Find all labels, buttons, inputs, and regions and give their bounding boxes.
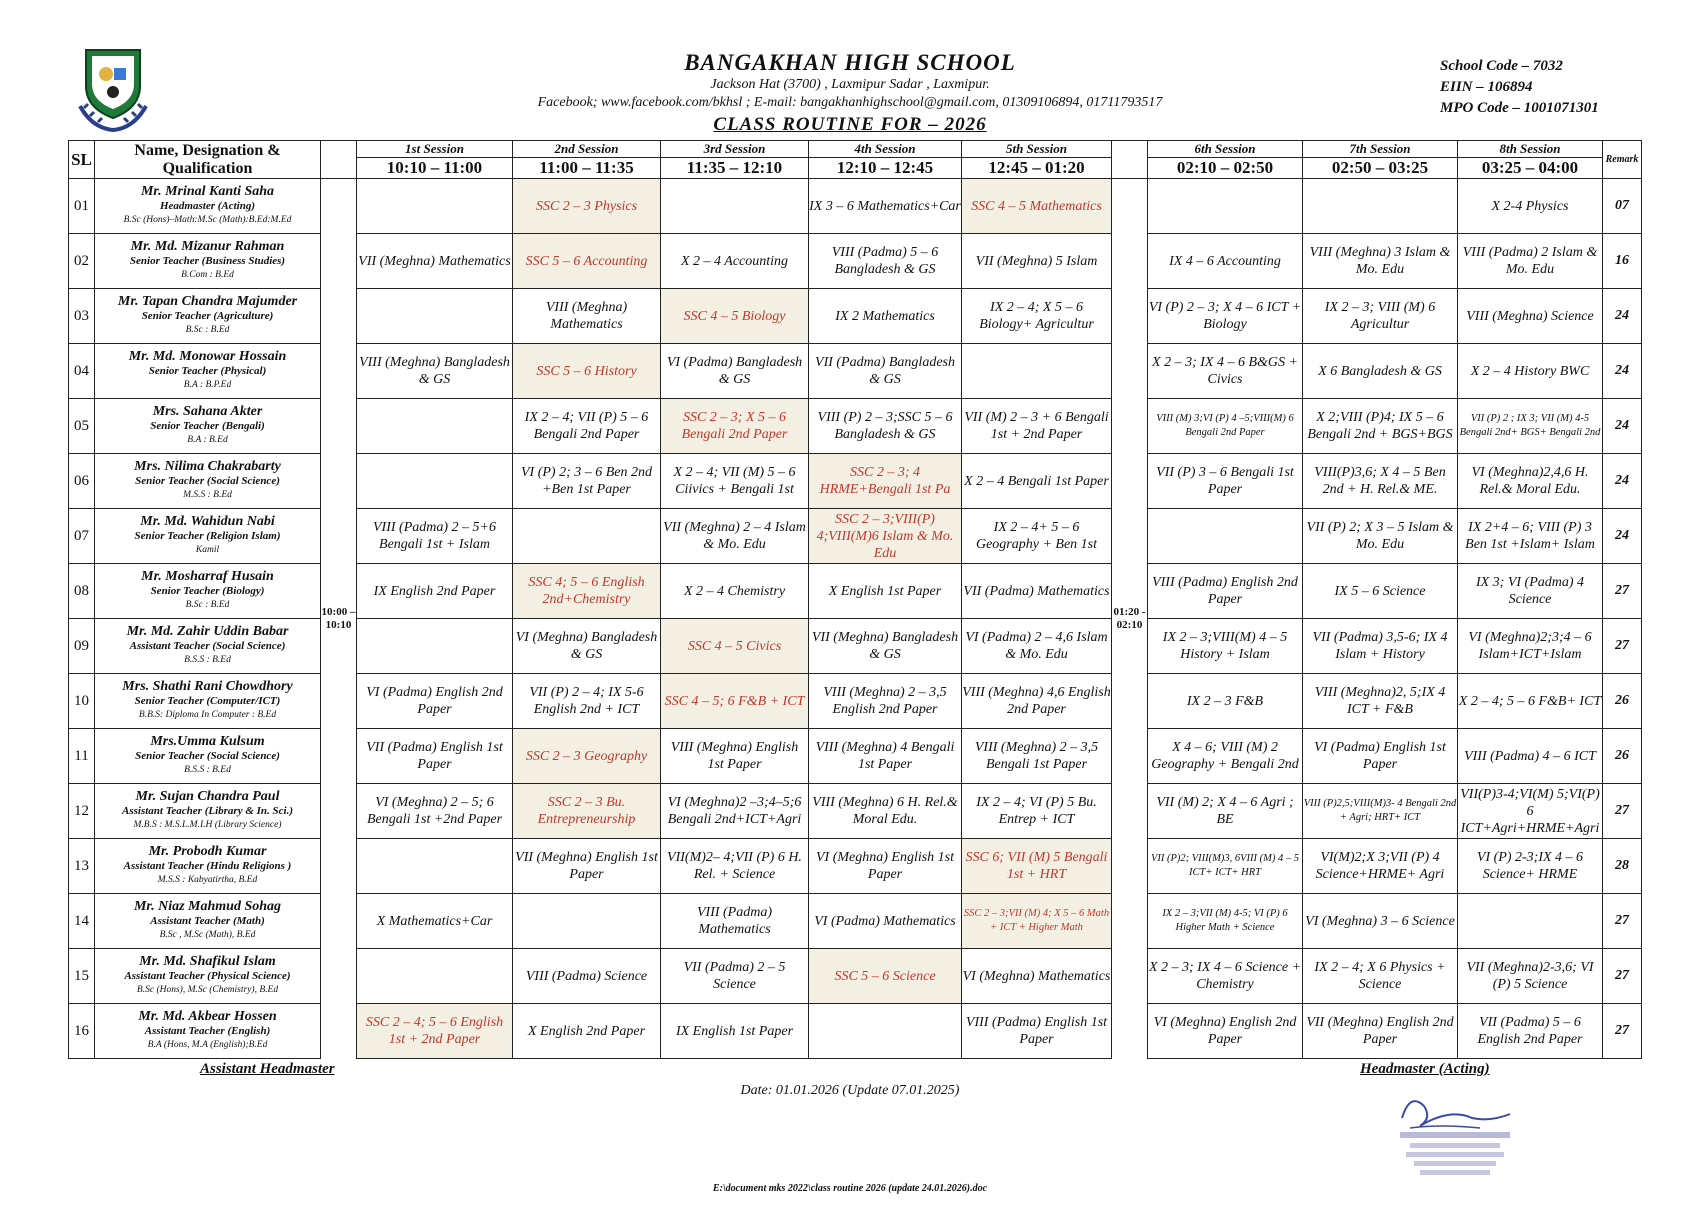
class-cell: VII (Padma) English 1st Paper [357, 729, 513, 784]
teacher-qualification: B.Sc (Hons), M.Sc (Chemistry), B.Ed [136, 985, 279, 995]
table-row [69, 674, 1642, 729]
teacher-qualification: B.Sc , M.Sc (Math), B.Ed [159, 930, 256, 940]
class-cell: VIII (Meghna) Science [1458, 289, 1603, 344]
row-sl: 09 [69, 619, 95, 674]
class-cell: VI (Meghna) English 1st Paper [809, 839, 962, 894]
session-time: 11:35 – 12:10 [661, 158, 809, 179]
school-codes [1440, 56, 1599, 119]
routine-table [68, 140, 1642, 1059]
remark-cell: 27 [1603, 564, 1642, 619]
remark-cell: 26 [1603, 729, 1642, 784]
teacher-designation: Senior Teacher (Bengali) [150, 420, 265, 432]
class-cell [1148, 179, 1303, 234]
teacher-designation: Assistant Teacher (English) [144, 1025, 271, 1037]
class-cell: SSC 4; 5 – 6 English 2nd+Chemistry [513, 564, 661, 619]
session-header: 6th Session [1148, 141, 1303, 158]
table-row [69, 454, 1642, 509]
table-row [69, 399, 1642, 454]
teacher-qualification: B.S.S : B.Ed [184, 655, 231, 665]
class-cell: VIII (Padma) English 1st Paper [962, 1004, 1112, 1059]
row-sl: 02 [69, 234, 95, 289]
class-cell: VI (P) 2-3;IX 4 – 6 Science+ HRME [1458, 839, 1603, 894]
table-row [69, 839, 1642, 894]
class-cell: SSC 2 – 3 Bu. Entrepreneurship [513, 784, 661, 839]
table-row [69, 784, 1642, 839]
class-cell: X 2 – 4; VII (M) 5 – 6 Ciivics + Bengali 1st [661, 454, 809, 509]
teacher-name: Mr. Md. Zahir Uddin Babar [126, 624, 289, 639]
class-cell [1458, 894, 1603, 949]
class-cell: VI (Meghna) 3 – 6 Science [1303, 894, 1458, 949]
col-name: Name, Designation & Qualification [95, 141, 321, 179]
teacher-name: Mr. Md. Monowar Hossain [128, 349, 287, 364]
teacher-info [95, 289, 321, 344]
class-cell: SSC 4 – 5 Mathematics [962, 179, 1112, 234]
class-cell: VIII (Meghna) English 1st Paper [661, 729, 809, 784]
teacher-designation: Senior Teacher (Religion Islam) [134, 530, 281, 542]
class-cell: VI (Padma) Mathematics [809, 894, 962, 949]
remark-cell: 07 [1603, 179, 1642, 234]
class-cell: VII (P)2; VIII(M)3, 6VIII (M) 4 – 5 ICT+ ICT+ HRT [1148, 839, 1303, 894]
teacher-info [95, 564, 321, 619]
class-cell: VIII (P) 2 – 3;SSC 5 – 6 Bangladesh & GS [809, 399, 962, 454]
class-cell: VIII(P)3,6; X 4 – 5 Ben 2nd + H. Rel.& ME. [1303, 454, 1458, 509]
class-cell: IX 2 – 3;VII (M) 4-5; VI (P) 6 Higher Math + Science [1148, 894, 1303, 949]
class-cell: X 2 – 3; IX 4 – 6 B&GS + Civics [1148, 344, 1303, 399]
class-cell: VI (Meghna)2 –3;4–5;6 Bengali 2nd+ICT+Agri [661, 784, 809, 839]
teacher-info [95, 179, 321, 234]
table-row [69, 949, 1642, 1004]
teacher-designation: Senior Teacher (Social Science) [135, 750, 280, 762]
class-cell: X 2-4 Physics [1458, 179, 1603, 234]
teacher-name: Mrs. Nilima Chakrabarty [134, 459, 281, 474]
break-col-header [1112, 141, 1148, 179]
session-header: 5th Session [962, 141, 1112, 158]
class-cell: VI (P) 2; 3 – 6 Ben 2nd +Ben 1st Paper [513, 454, 661, 509]
class-cell: VIII (Padma) 2 – 5+6 Bengali 1st + Islam [357, 509, 513, 564]
teacher-name: Mr. Niaz Mahmud Sohag [133, 899, 282, 914]
session-header: 1st Session [357, 141, 513, 158]
class-cell: X Mathematics+Car [357, 894, 513, 949]
teacher-designation: Senior Teacher (Social Science) [135, 475, 280, 487]
class-cell: IX 2 – 3;VIII(M) 4 – 5 History + Islam [1148, 619, 1303, 674]
class-cell: X 2 – 4 Chemistry [661, 564, 809, 619]
class-cell: IX 2 – 4; VII (P) 5 – 6 Bengali 2nd Paper [513, 399, 661, 454]
class-cell: SSC 2 – 3 Geography [513, 729, 661, 784]
teacher-designation: Assistant Teacher (Hindu Religions ) [123, 860, 292, 872]
class-cell: X 2 – 3; IX 4 – 6 Science + Chemistry [1148, 949, 1303, 1004]
row-sl: 16 [69, 1004, 95, 1059]
class-cell: SSC 5 – 6 History [513, 344, 661, 399]
teacher-qualification: B.B.S: Diploma In Computer : B.Ed [138, 710, 277, 720]
row-sl: 01 [69, 179, 95, 234]
teacher-designation: Senior Teacher (Agriculture) [141, 310, 274, 322]
teacher-designation: Senior Teacher (Biology) [150, 585, 265, 597]
session-time: 10:10 – 11:00 [357, 158, 513, 179]
class-cell: SSC 2 – 3; X 5 – 6 Bengali 2nd Paper [661, 399, 809, 454]
class-cell [357, 619, 513, 674]
table-row [69, 179, 1642, 234]
teacher-info [95, 399, 321, 454]
class-cell: VI (Meghna)2,4,6 H. Rel.& Moral Edu. [1458, 454, 1603, 509]
class-cell: IX 2 – 4; X 5 – 6 Biology+ Agricultur [962, 289, 1112, 344]
teacher-name: Mr. Md. Akbear Hossen [138, 1009, 277, 1024]
class-cell: X 2;VIII (P)4; IX 5 – 6 Bengali 2nd + BGS+BGS [1303, 399, 1458, 454]
teacher-name: Mr. Mrinal Kanti Saha [140, 184, 275, 199]
session-time: 03:25 – 04:00 [1458, 158, 1603, 179]
class-cell: VI (Padma) 2 – 4,6 Islam & Mo. Edu [962, 619, 1112, 674]
teacher-name: Mr. Md. Shafikul Islam [139, 954, 276, 969]
row-sl: 13 [69, 839, 95, 894]
class-cell: VIII (Meghna) Bangladesh & GS [357, 344, 513, 399]
class-cell: VII (Meghna)2-3,6; VI (P) 5 Science [1458, 949, 1603, 1004]
class-cell: SSC 5 – 6 Science [809, 949, 962, 1004]
class-cell: VII (P) 2; X 3 – 5 Islam & Mo. Edu [1303, 509, 1458, 564]
class-cell [809, 1004, 962, 1059]
remark-cell: 24 [1603, 344, 1642, 399]
class-cell [357, 839, 513, 894]
assistant-headmaster-label: Assistant Headmaster [200, 1061, 335, 1077]
session-header: 2nd Session [513, 141, 661, 158]
teacher-qualification: Kamil [195, 545, 220, 555]
row-sl: 05 [69, 399, 95, 454]
class-cell: VIII (Meghna) 2 – 3,5 English 2nd Paper [809, 674, 962, 729]
teacher-info [95, 784, 321, 839]
session-header: 4th Session [809, 141, 962, 158]
class-cell: VIII (Meghna) 3 Islam & Mo. Edu [1303, 234, 1458, 289]
class-cell [513, 894, 661, 949]
class-cell: VII (M) 2; X 4 – 6 Agri ; BE [1148, 784, 1303, 839]
table-row [69, 509, 1642, 564]
col-remark: Remark [1603, 141, 1642, 179]
class-cell: VII (Meghna) Bangladesh & GS [809, 619, 962, 674]
class-cell: IX 2 – 3; VIII (M) 6 Agricultur [1303, 289, 1458, 344]
session-time: 11:00 – 11:35 [513, 158, 661, 179]
remark-cell: 24 [1603, 509, 1642, 564]
remark-cell: 27 [1603, 1004, 1642, 1059]
teacher-name: Mr. Md. Mizanur Rahman [130, 239, 285, 254]
remark-cell: 27 [1603, 894, 1642, 949]
teacher-info [95, 454, 321, 509]
class-cell: VII (Padma) Bangladesh & GS [809, 344, 962, 399]
session-time: 12:45 – 01:20 [962, 158, 1112, 179]
teacher-qualification: B.A : B.Ed [187, 435, 228, 445]
class-cell: IX 2+4 – 6; VIII (P) 3 Ben 1st +Islam+ Islam [1458, 509, 1603, 564]
remark-cell: 27 [1603, 949, 1642, 1004]
eiin-code: EIIN – 106894 [1440, 79, 1533, 95]
row-sl: 10 [69, 674, 95, 729]
remark-cell: 24 [1603, 399, 1642, 454]
remark-cell: 24 [1603, 454, 1642, 509]
class-cell: VI (Meghna) Bangladesh & GS [513, 619, 661, 674]
routine-body [69, 179, 1642, 1059]
session-header: 7th Session [1303, 141, 1458, 158]
row-sl: 12 [69, 784, 95, 839]
class-cell: VIII (Padma) 4 – 6 ICT [1458, 729, 1603, 784]
headmaster-signature-seal [1380, 1088, 1530, 1180]
class-cell: VII (Padma) Mathematics [962, 564, 1112, 619]
row-sl: 11 [69, 729, 95, 784]
row-sl: 08 [69, 564, 95, 619]
class-cell: VI (Padma) English 1st Paper [1303, 729, 1458, 784]
class-cell: IX English 1st Paper [661, 1004, 809, 1059]
file-path: E:\document mks 2022\class routine 2026 (update 24.01.2026).doc [712, 1183, 988, 1194]
class-cell: IX 3; VI (Padma) 4 Science [1458, 564, 1603, 619]
class-cell: SSC 2 – 3; 4 HRME+Bengali 1st Pa [809, 454, 962, 509]
row-sl: 07 [69, 509, 95, 564]
class-cell: VI (Meghna) English 2nd Paper [1148, 1004, 1303, 1059]
teacher-name: Mr. Probodh Kumar [148, 844, 267, 859]
teacher-designation: Assistant Teacher (Math) [150, 915, 265, 927]
teacher-info [95, 894, 321, 949]
class-cell [513, 509, 661, 564]
table-row [69, 234, 1642, 289]
class-cell: X 6 Bangladesh & GS [1303, 344, 1458, 399]
teacher-qualification: B.A : B.P.Ed [183, 380, 232, 390]
class-cell: VII (Padma) 3,5-6; IX 4 Islam + History [1303, 619, 1458, 674]
row-sl: 06 [69, 454, 95, 509]
session-time: 02:50 – 03:25 [1303, 158, 1458, 179]
class-cell: VI (Padma) English 2nd Paper [357, 674, 513, 729]
class-cell: VII (Meghna) English 2nd Paper [1303, 1004, 1458, 1059]
class-cell: VII (Meghna) 2 – 4 Islam & Mo. Edu [661, 509, 809, 564]
class-cell: IX 2 – 4; VI (P) 5 Bu. Entrep + ICT [962, 784, 1112, 839]
session-header: 8th Session [1458, 141, 1603, 158]
class-cell [357, 454, 513, 509]
class-cell: X 2 – 4; 5 – 6 F&B+ ICT [1458, 674, 1603, 729]
teacher-info [95, 509, 321, 564]
class-cell: VII(P)3-4;VI(M) 5;VI(P) 6 ICT+Agri+HRME+Agri [1458, 784, 1603, 839]
teacher-info [95, 234, 321, 289]
teacher-designation: Headmaster (Acting) [159, 200, 256, 212]
class-cell: VII(M)2– 4;VII (P) 6 H. Rel. + Science [661, 839, 809, 894]
class-cell: SSC 2 – 4; 5 – 6 English 1st + 2nd Paper [357, 1004, 513, 1059]
class-cell: X 2 – 4 Accounting [661, 234, 809, 289]
teacher-qualification: B.Sc : B.Ed [185, 600, 230, 610]
teacher-qualification: B.S.S : B.Ed [184, 765, 231, 775]
break-time: 10:00 – 10:10 [321, 179, 357, 1059]
table-row [69, 1004, 1642, 1059]
routine-date: Date: 01.01.2026 (Update 07.01.2025) [740, 1083, 960, 1098]
teacher-designation: Assistant Teacher (Library & In. Sci.) [121, 805, 294, 817]
class-cell: SSC 2 – 3 Physics [513, 179, 661, 234]
class-cell: X 2 – 4 History BWC [1458, 344, 1603, 399]
remark-cell: 26 [1603, 674, 1642, 729]
teacher-info [95, 949, 321, 1004]
session-time: 12:10 – 12:45 [809, 158, 962, 179]
teacher-designation: Assistant Teacher (Social Science) [129, 640, 286, 652]
class-cell: IX 2 – 4+ 5 – 6 Geography + Ben 1st [962, 509, 1112, 564]
remark-cell: 28 [1603, 839, 1642, 894]
class-cell: VII (Meghna) Mathematics [357, 234, 513, 289]
teacher-name: Mr. Sujan Chandra Paul [135, 789, 280, 804]
school-code: School Code – 7032 [1440, 58, 1563, 74]
class-cell: VI (Meghna) 2 – 5; 6 Bengali 1st +2nd Paper [357, 784, 513, 839]
school-logo [72, 46, 154, 138]
mpo-code: MPO Code – 1001071301 [1440, 100, 1599, 116]
teacher-info [95, 729, 321, 784]
teacher-name: Mr. Tapan Chandra Majumder [117, 294, 298, 309]
teacher-qualification: B.Sc : B.Ed [185, 325, 230, 335]
break-time: 01:20 - 02:10 [1112, 179, 1148, 1059]
class-cell: VII (P) 2 ; IX 3; VII (M) 4-5 Bengali 2nd+ BGS+ Bengali 2nd [1458, 399, 1603, 454]
teacher-info [95, 1004, 321, 1059]
teacher-qualification: B.Sc (Hons)–Math:M.Sc (Math):B.Ed:M.Ed [123, 215, 292, 225]
teacher-info [95, 839, 321, 894]
class-cell: VIII (Meghna) 4,6 English 2nd Paper [962, 674, 1112, 729]
class-cell [357, 289, 513, 344]
teacher-name: Mr. Mosharraf Husain [141, 569, 274, 584]
school-header [430, 50, 1270, 136]
teacher-designation: Senior Teacher (Physical) [148, 365, 267, 377]
class-cell: SSC 2 – 3;VII (M) 4; X 5 – 6 Math + ICT + Higher Math [962, 894, 1112, 949]
remark-cell: 27 [1603, 619, 1642, 674]
class-cell: VIII (Padma) 5 – 6 Bangladesh & GS [809, 234, 962, 289]
table-row [69, 729, 1642, 784]
class-cell: VIII (Meghna) 4 Bengali 1st Paper [809, 729, 962, 784]
class-cell: X English 1st Paper [809, 564, 962, 619]
teacher-name: Mrs. Sahana Akter [152, 404, 263, 419]
table-row [69, 619, 1642, 674]
class-cell: VII (Padma) 2 – 5 Science [661, 949, 809, 1004]
class-cell: VIII (Padma) Mathematics [661, 894, 809, 949]
col-sl: SL [69, 141, 95, 179]
class-cell: VIII (Padma) 2 Islam & Mo. Edu [1458, 234, 1603, 289]
class-cell: IX 5 – 6 Science [1303, 564, 1458, 619]
class-cell: VIII (Padma) Science [513, 949, 661, 1004]
class-cell: VI (Meghna) Mathematics [962, 949, 1112, 1004]
class-cell [1148, 509, 1303, 564]
class-cell: IX 2 – 4; X 6 Physics + Science [1303, 949, 1458, 1004]
class-cell [357, 179, 513, 234]
class-cell: VIII (Meghna) 2 – 3,5 Bengali 1st Paper [962, 729, 1112, 784]
teacher-qualification: M.S.S : B.Ed [183, 490, 232, 500]
class-cell: VI(M)2;X 3;VII (P) 4 Science+HRME+ Agri [1303, 839, 1458, 894]
class-cell: IX 2 Mathematics [809, 289, 962, 344]
teacher-name: Mr. Md. Wahidun Nabi [140, 514, 275, 529]
table-row [69, 344, 1642, 399]
remark-cell: 24 [1603, 289, 1642, 344]
teacher-qualification: B.Com : B.Ed [181, 270, 234, 280]
teacher-qualification: M.B.S : M.S.L.M.I.H (Library Science) [133, 820, 282, 830]
class-cell: VII (Meghna) 5 Islam [962, 234, 1112, 289]
remark-cell: 27 [1603, 784, 1642, 839]
teacher-name: Mrs. Shathi Rani Chowdhory [122, 679, 293, 694]
class-cell: IX 3 – 6 Mathematics+Car [809, 179, 962, 234]
class-cell [357, 399, 513, 454]
school-address: Jackson Hat (3700) , Laxmipur Sadar , Laxmipur. [710, 77, 990, 92]
teacher-info [95, 344, 321, 399]
class-cell: SSC 6; VII (M) 5 Bengali 1st + HRT [962, 839, 1112, 894]
class-cell [962, 344, 1112, 399]
class-cell: SSC 4 – 5 Civics [661, 619, 809, 674]
class-cell: X English 2nd Paper [513, 1004, 661, 1059]
class-cell: VII (P) 3 – 6 Bengali 1st Paper [1148, 454, 1303, 509]
class-cell: VI (Padma) Bangladesh & GS [661, 344, 809, 399]
class-cell: VII (P) 2 – 4; IX 5-6 English 2nd + ICT [513, 674, 661, 729]
routine-title: CLASS ROUTINE FOR – 2026 [713, 114, 987, 135]
session-time: 02:10 – 02:50 [1148, 158, 1303, 179]
school-name: BANGAKHAN HIGH SCHOOL [684, 50, 1016, 75]
class-cell: IX 2 – 3 F&B [1148, 674, 1303, 729]
class-cell: SSC 5 – 6 Accounting [513, 234, 661, 289]
row-sl: 15 [69, 949, 95, 1004]
class-cell: VIII (M) 3;VI (P) 4 –5;VIII(M) 6 Bengali 2nd Paper [1148, 399, 1303, 454]
class-cell: SSC 4 – 5; 6 F&B + ICT [661, 674, 809, 729]
row-sl: 14 [69, 894, 95, 949]
class-cell [661, 179, 809, 234]
class-cell: VII (Padma) 5 – 6 English 2nd Paper [1458, 1004, 1603, 1059]
table-row [69, 564, 1642, 619]
row-sl: 03 [69, 289, 95, 344]
teacher-qualification: B.A (Hons, M.A (English);B.Ed [147, 1040, 268, 1050]
class-cell: VIII (P)2,5;VIII(M)3- 4 Bengali 2nd + Agri; HRT+ ICT [1303, 784, 1458, 839]
class-cell: VI (P) 2 – 3; X 4 – 6 ICT + Biology [1148, 289, 1303, 344]
class-cell: VIII (Padma) English 2nd Paper [1148, 564, 1303, 619]
class-cell: VIII (Meghna) 6 H. Rel.& Moral Edu. [809, 784, 962, 839]
class-cell: SSC 2 – 3;VIII(P) 4;VIII(M)6 Islam & Mo. Edu [809, 509, 962, 564]
remark-cell: 16 [1603, 234, 1642, 289]
class-cell: SSC 4 – 5 Biology [661, 289, 809, 344]
teacher-info [95, 619, 321, 674]
teacher-designation: Senior Teacher (Business Studies) [129, 255, 286, 267]
class-cell: VII (M) 2 – 3 + 6 Bengali 1st + 2nd Paper [962, 399, 1112, 454]
table-row [69, 894, 1642, 949]
class-cell: VIII (Meghna) Mathematics [513, 289, 661, 344]
class-cell: IX 4 – 6 Accounting [1148, 234, 1303, 289]
class-cell: X 4 – 6; VIII (M) 2 Geography + Bengali 2nd [1148, 729, 1303, 784]
headmaster-label: Headmaster (Acting) [1360, 1061, 1490, 1077]
class-cell: VIII (Meghna)2, 5;IX 4 ICT + F&B [1303, 674, 1458, 729]
class-cell: VI (Meghna)2;3;4 – 6 Islam+ICT+Islam [1458, 619, 1603, 674]
class-cell: VII (Meghna) English 1st Paper [513, 839, 661, 894]
teacher-qualification: M.S.S : Kabyatirtha, B.Ed [157, 875, 258, 885]
class-cell [1303, 179, 1458, 234]
teacher-name: Mrs.Umma Kulsum [150, 734, 265, 749]
class-cell [357, 949, 513, 1004]
teacher-designation: Assistant Teacher (Physical Science) [124, 970, 291, 982]
session-header: 3rd Session [661, 141, 809, 158]
teacher-designation: Senior Teacher (Computer/ICT) [134, 695, 281, 707]
teacher-info [95, 674, 321, 729]
school-contact: Facebook; www.facebook.com/bkhsl ; E-mail: bangakhanhighschool@gmail.com, 01309106894, 01711793517 [537, 95, 1163, 110]
table-row [69, 289, 1642, 344]
class-cell: X 2 – 4 Bengali 1st Paper [962, 454, 1112, 509]
break-col-header [321, 141, 357, 179]
row-sl: 04 [69, 344, 95, 399]
class-cell: IX English 2nd Paper [357, 564, 513, 619]
